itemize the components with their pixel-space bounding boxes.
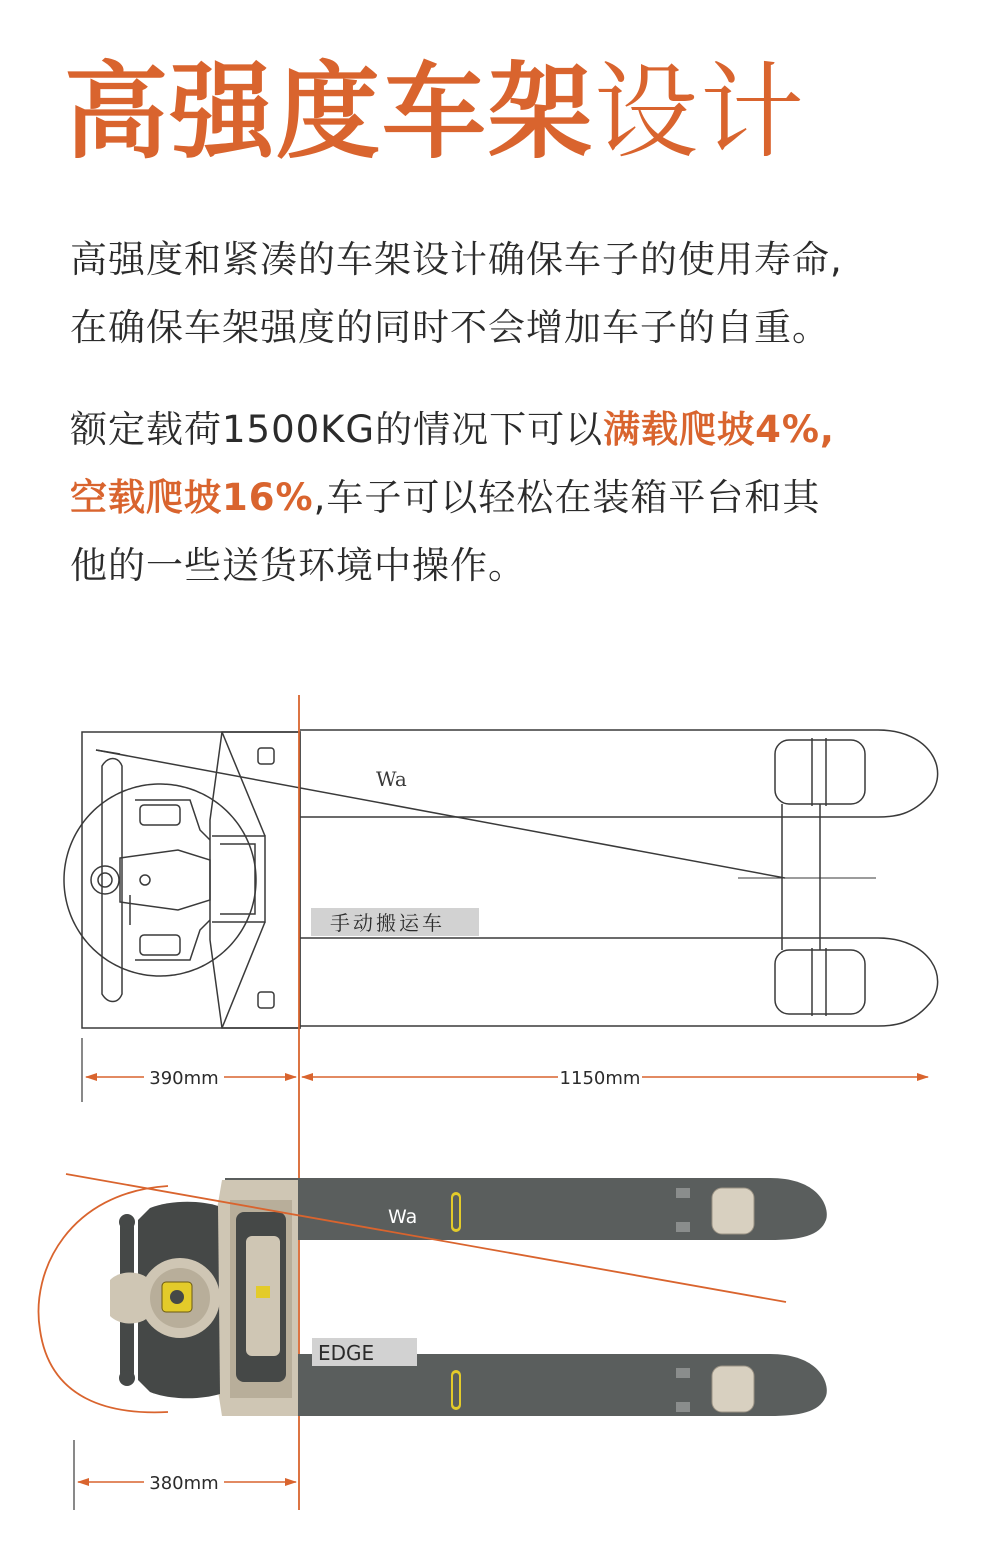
top-wa-label: Wa	[376, 767, 407, 791]
render-wheel-bottom	[712, 1366, 754, 1412]
render-wheel-top	[712, 1188, 754, 1234]
render-product-label	[312, 1338, 417, 1366]
climb-full-load-highlight: 满载爬坡4%,	[603, 408, 835, 451]
load-wheel-bottom	[775, 950, 865, 1014]
title-light: 设计	[594, 51, 807, 173]
top-product-label	[311, 908, 479, 936]
bolt-bottom	[258, 992, 274, 1008]
top-view-drawing	[64, 730, 938, 1028]
render-wa-label: Wa	[388, 1206, 418, 1228]
wa-line	[96, 750, 785, 878]
climb-line-1-text: 额定载荷1500KG的情况下可以	[70, 408, 604, 451]
climb-empty-load-highlight: 空载爬坡16%	[70, 476, 314, 519]
intro-line-1: 高强度和紧凑的车架设计确保车子的使用寿命,	[70, 238, 843, 281]
intro-line-2: 在确保车架强度的同时不会增加车子的自重。	[70, 306, 830, 349]
load-wheel-top	[775, 740, 865, 804]
page-title	[64, 52, 806, 172]
fork-bottom	[300, 938, 938, 1026]
title-bold: 高强度车架	[64, 51, 595, 173]
chassis-outline	[82, 732, 300, 1028]
pallet-truck-diagram	[0, 640, 1000, 1540]
climb-line-2-text: ,车子可以轻松在装箱平台和其	[313, 476, 821, 519]
handle-swing-circle	[64, 784, 256, 976]
dim-label-380: 380mm	[149, 1473, 219, 1494]
climb-line-3-text: 他的一些送货环境中操作。	[70, 544, 526, 587]
top-product-label-text: 手动搬运车	[330, 911, 445, 935]
render-view-drawing	[39, 1174, 827, 1416]
dim-label-1150: 1150mm	[559, 1068, 641, 1089]
render-product-label-text: EDGE	[318, 1341, 375, 1365]
dim-label-390: 390mm	[149, 1068, 219, 1089]
bolt-top	[258, 748, 274, 764]
intro-paragraph	[70, 226, 843, 362]
climb-paragraph	[70, 396, 835, 600]
